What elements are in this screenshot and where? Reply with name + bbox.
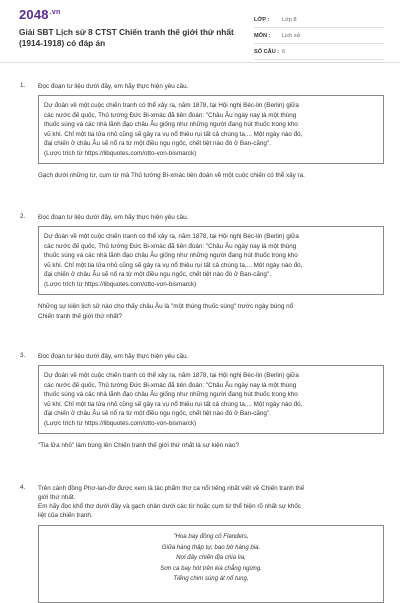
task-line: Những sự kiện lịch sử nào cho thấy châu Âu là "một thùng thuốc súng" trước ngày bùng nổ (38, 303, 294, 310)
question-number: 2. (20, 213, 26, 220)
meta-label: MÔN : (254, 32, 271, 39)
meta-label: SỐ CÂU : (254, 48, 280, 55)
source-quote-box (38, 95, 384, 164)
quote-line: các nước đế quốc, Thủ tướng Đức Bi-xmác đã tiên đoán: "Châu Âu ngày nay là một thùng (44, 242, 297, 250)
quote-line: các nước đế quốc, Thủ tướng Đức Bi-xmác đã tiên đoán: "Châu Âu ngày nay là một thùng (44, 381, 297, 389)
prompt-line: giới thứ nhất. (38, 494, 76, 501)
poem-box (38, 525, 384, 603)
source-quote-box (38, 226, 384, 295)
meta-row-subject (254, 28, 384, 44)
task-line: Chiến tranh thế giới thứ nhất? (38, 312, 122, 320)
meta-row-grade (254, 12, 384, 28)
prompt-line: liệt của chiến tranh. (38, 512, 93, 519)
prompt-line: Em hãy đọc khổ thơ dưới đây và gạch chân dưới các từ hoặc cụm từ thể hiện rõ nhất sự khốc (38, 503, 302, 510)
question-prompt: Đọc đoạn tư liệu dưới đây, em hãy thực hiện yêu cầu. (38, 353, 189, 360)
quote-line: Dự đoán về một cuộc chiến tranh có thể xảy ra, năm 1878, tại Hội nghị Béc-lin (Berlin) giữa (44, 233, 299, 240)
source-quote-box (38, 365, 384, 434)
meta-value: Lớp 8 (282, 16, 297, 23)
question-number: 1. (20, 82, 26, 89)
task-line: Gạch dưới những từ, cụm từ mà Thủ tướng Bi-xmác tiên đoán về một cuộc chiến có thể xảy ra. (38, 172, 305, 179)
question-task (38, 302, 384, 321)
meta-table (254, 12, 384, 60)
question-body (38, 484, 384, 603)
poem-line: Tiếng chim súng át nổ tung, (173, 575, 249, 582)
task-line: "Tia lửa nhỏ" làm bùng lên Chiến tranh thế giới thứ nhất là sự kiện nào? (38, 442, 239, 449)
logo-main-text: 2048 (19, 7, 49, 22)
poem-line: Sơn ca bay hót trên kia chẳng ngừng. (160, 564, 262, 572)
quote-line: các nước đế quốc, Thủ tướng Đức Bi-xmác đã tiên đoán: "Châu Âu ngày nay là một thùng (44, 111, 297, 119)
question-prompt (38, 484, 384, 520)
question-number: 4. (20, 484, 26, 491)
meta-label: LỚP : (254, 16, 270, 23)
meta-value: 6 (282, 48, 286, 55)
quote-line: vũ khí. Chỉ một tia lửa nhỏ cũng sẽ gây ra vụ nổ thiêu rụi tất cả chúng ta,... Một ngày nào đó, (44, 261, 303, 269)
question-task (38, 171, 384, 181)
meta-row-question-count (254, 44, 384, 60)
question-number: 3. (20, 352, 26, 359)
quote-line: Dự đoán về một cuộc chiến tranh có thể xảy ra, năm 1878, tại Hội nghị Béc-lin (Berlin) giữa (44, 372, 299, 379)
poem-line: "Hoa bay đồng cỏ Flanders, (173, 533, 249, 540)
question-body (38, 213, 384, 321)
question-body (38, 352, 384, 451)
question-prompt: Đọc đoạn tư liệu dưới đây, em hãy thực hiện yêu cầu. (38, 214, 189, 221)
quote-line: vũ khí. Chỉ một tia lửa nhỏ cũng sẽ gây ra vụ nổ thiêu rụi tất cả chúng ta,... Một ngày nào đó, (44, 400, 303, 408)
document-title: Giải SBT Lịch sử 8 CTST Chiến tranh thế giới thứ nhất (1914-1918) có đáp án (19, 27, 234, 48)
quote-line: thuốc súng và các nhà lãnh đạo châu Âu giống như những người đang hút thuốc trong kho (44, 121, 298, 128)
quote-line: đại chiến ở châu Âu sẽ nổ ra từ một điều ngu ngốc, chết tiệt nào đó ở Ban-căng". (44, 410, 271, 417)
quote-citation: (Lược trích từ https://libquotes.com/otto-von-bismarck) (44, 419, 197, 427)
quote-line: đại chiến ở châu Âu sẽ nổ ra từ một điều ngu ngốc, chết tiệt nào đó ở Ban-căng". (44, 140, 271, 147)
site-logo[interactable] (19, 7, 60, 22)
quote-line: thuốc súng và các nhà lãnh đạo châu Âu giống như những người đang hút thuốc trong kho (44, 391, 298, 398)
poem-line: Nơi đây chiến địa chia lìa, (176, 554, 246, 561)
quote-line: Dự đoán về một cuộc chiến tranh có thể xảy ra, năm 1878, tại Hội nghị Béc-lin (Berlin) giữa (44, 102, 299, 109)
question-prompt: Đọc đoạn tư liệu dưới đây, em hãy thực hiện yêu cầu. (38, 83, 189, 90)
question-body (38, 82, 384, 181)
quote-line: đại chiến ở châu Âu sẽ nổ ra từ một điều ngu ngốc, chết tiệt nào đó ở Ban-căng". (44, 271, 271, 278)
logo-suffix-text: .vn (49, 8, 61, 16)
prompt-line: Trên cánh đồng Phơ-lan-đơ được xem là tác phẩm thơ ca nổi tiếng nhất viết về Chiến tranh thế (38, 485, 305, 492)
poem-line: Giữa hàng thập tự, bao bờ hàng bia. (161, 543, 261, 551)
quote-line: thuốc súng và các nhà lãnh đạo châu Âu giống như những người đang hút thuốc trong kho (44, 252, 298, 259)
quote-citation: (Lược trích từ https://libquotes.com/otto-von-bismarck) (44, 149, 197, 157)
meta-value: Lịch sử (282, 32, 301, 39)
quote-citation: (Lược trích từ https://libquotes.com/otto-von-bismarck) (44, 280, 197, 288)
quote-line: vũ khí. Chỉ một tia lửa nhỏ cũng sẽ gây ra vụ nổ thiêu rụi tất cả chúng ta,... Một ngày nào đó, (44, 130, 303, 138)
question-task (38, 441, 384, 451)
page-header (0, 0, 400, 63)
